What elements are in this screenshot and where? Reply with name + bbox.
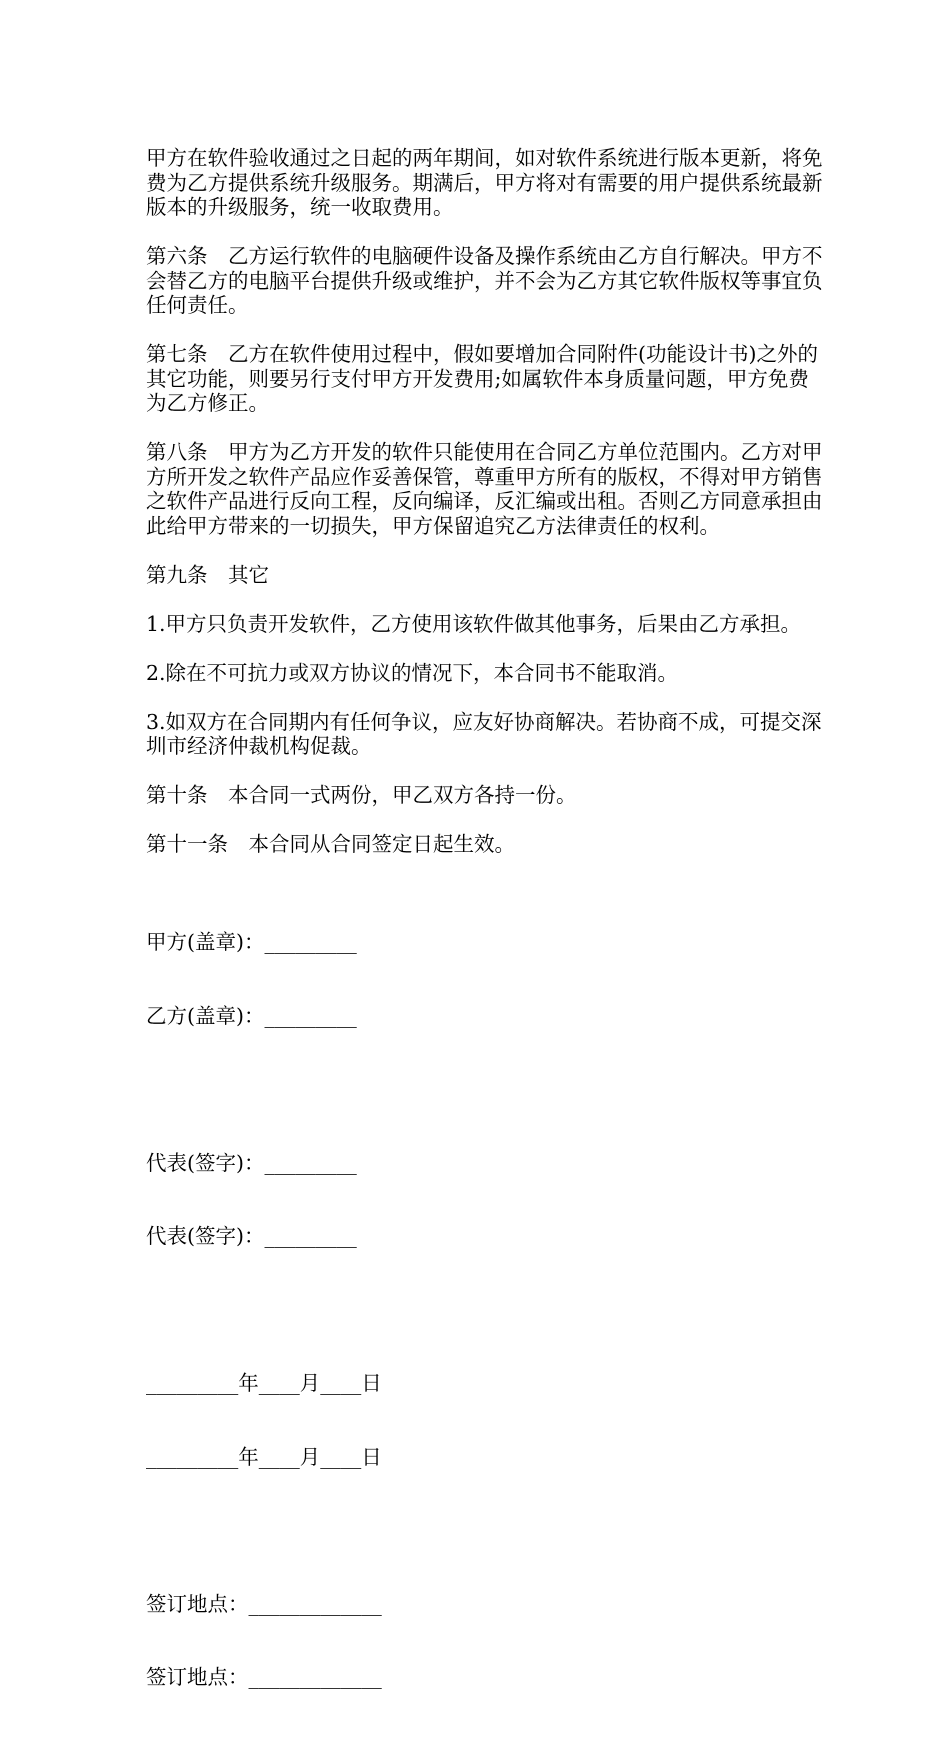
seal-party-a-line: 甲方(盖章)：_________	[146, 930, 357, 954]
article-10: 第十条 本合同一式两份，甲乙双方各持一份。	[146, 783, 577, 807]
paragraph-upgrade-terms: 甲方在软件验收通过之日起的两年期间，如对软件系统进行版本更新，将免费为乙方提供系统升级服务。期满后，甲方将对有需要的用户提供系统最新版本的升级服务，统一收取费用。	[146, 146, 823, 219]
article-9-heading: 第九条 其它	[146, 562, 269, 587]
article-9-item-2: 2.除在不可抗力或双方协议的情况下，本合同书不能取消。	[146, 660, 679, 685]
article-7: 第七条 乙方在软件使用过程中，假如要增加合同附件(功能设计书)之外的其它功能，则要另行支付甲方开发费用;如属软件本身质量问题，甲方免费为乙方修正。	[146, 342, 818, 415]
representative-a-line: 代表(签字)：_________	[146, 1150, 357, 1175]
document-page	[146, 146, 826, 1763]
article-11: 第十一条 本合同从合同签定日起生效。	[146, 832, 515, 856]
date-block	[146, 1322, 826, 1518]
article-8: 第八条 甲方为乙方开发的软件只能使用在合同乙方单位范围内。乙方对甲方所开发之软件产品应作妥善保管，尊重甲方所有的版权，不得对甲方销售之软件产品进行反向工程，反向编译，反汇编或出租。否则乙方同意承担由此给甲方带来的一切损失，甲方保留追究乙方法律责任的权利。	[146, 440, 823, 538]
seal-party-b-line: 乙方(盖章)：_________	[146, 1003, 357, 1028]
signing-place-block	[146, 1543, 826, 1739]
date-a-line: _________年____月____日	[146, 1371, 382, 1395]
article-9-item-1: 1.甲方只负责开发软件，乙方使用该软件做其他事务，后果由乙方承担。	[146, 611, 802, 636]
signing-place-a-line: 签订地点：_____________	[146, 1591, 382, 1616]
seal-block	[146, 881, 826, 1077]
representative-block	[146, 1102, 826, 1298]
signing-place-b-line: 签订地点：_____________	[146, 1665, 382, 1689]
article-6: 第六条 乙方运行软件的电脑硬件设备及操作系统由乙方自行解决。甲方不会替乙方的电脑平台提供升级或维护，并不会为乙方其它软件版权等事宜负任何责任。	[146, 244, 823, 317]
article-9-item-3: 3.如双方在合同期内有任何争议，应友好协商解决。若协商不成，可提交深圳市经济仲裁机构促裁。	[146, 709, 822, 758]
representative-b-line: 代表(签字)：_________	[146, 1224, 357, 1248]
date-b-line: _________年____月____日	[146, 1444, 382, 1469]
